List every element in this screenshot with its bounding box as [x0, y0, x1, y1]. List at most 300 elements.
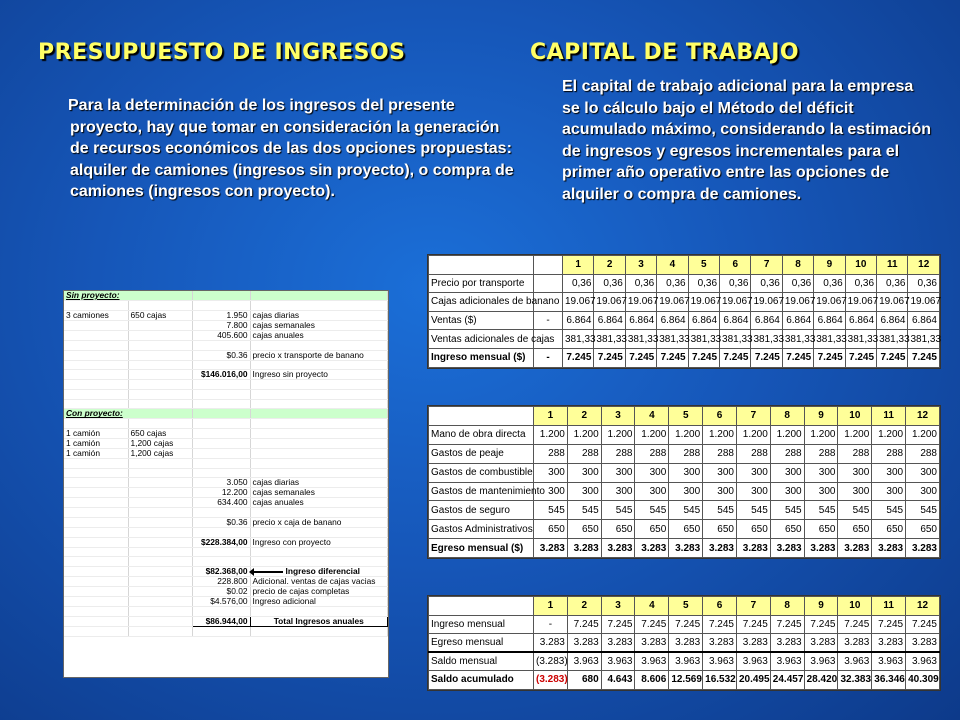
cell: 0,36 [751, 274, 782, 293]
cell: 6.864 [782, 311, 813, 330]
cell: 300 [838, 482, 872, 501]
cell: 545 [770, 501, 804, 520]
table-row [429, 634, 940, 653]
worksheet-row [64, 488, 388, 498]
cell: 3.283 [635, 539, 669, 558]
cell: 19.067 [782, 293, 813, 312]
month-header: 2 [567, 597, 601, 616]
cell: 0,36 [563, 274, 594, 293]
table-saldos [427, 595, 941, 691]
cell: 7.245 [635, 615, 669, 634]
cell: 288 [804, 444, 838, 463]
table-header-row [429, 407, 940, 426]
cell: 381,33 [908, 330, 940, 349]
cell: 6.864 [688, 311, 719, 330]
title-presupuesto-ingresos: PRESUPUESTO DE INGRESOS [38, 40, 406, 65]
cell: cajas diarias [250, 310, 387, 320]
worksheet-row [64, 429, 388, 439]
cell: 300 [770, 463, 804, 482]
cell: 680 [567, 671, 601, 690]
cell: $0.02 [192, 587, 250, 597]
cell: 8.606 [635, 671, 669, 690]
cell: 7.245 [736, 615, 770, 634]
table-row [429, 652, 940, 671]
cell: 545 [635, 501, 669, 520]
cell: $86.944,00 [192, 616, 250, 626]
cell: - [534, 615, 568, 634]
cell: 381,33 [782, 330, 813, 349]
cell: 7.245 [804, 615, 838, 634]
cell: 6.864 [877, 311, 908, 330]
cell: 650 [703, 520, 737, 539]
cell: 7.245 [838, 615, 872, 634]
cell: 12.569 [669, 671, 703, 690]
cell: precio x transporte de banano [250, 350, 387, 360]
cell: $146.016,00 [192, 370, 250, 380]
cell: 24.457 [770, 671, 804, 690]
month-header: 10 [845, 256, 876, 275]
cell: 7.245 [720, 348, 751, 367]
cell: Ingreso sin proyecto [250, 370, 387, 380]
cell: 3.283 [703, 539, 737, 558]
cell: 545 [534, 501, 568, 520]
month-header: 8 [782, 256, 813, 275]
cell: 650 [872, 520, 906, 539]
cell: 1.200 [534, 425, 568, 444]
cell: 381,33 [563, 330, 594, 349]
cell: 1.200 [635, 425, 669, 444]
cell: 1.950 [192, 310, 250, 320]
cell: 3.963 [838, 652, 872, 671]
cell: cajas semanales [250, 320, 387, 330]
cell: 19.067 [751, 293, 782, 312]
ingresos-worksheet [63, 290, 389, 678]
cell: 288 [567, 444, 601, 463]
cell: 0,36 [720, 274, 751, 293]
cell: 545 [669, 501, 703, 520]
month-header: 5 [669, 597, 703, 616]
cell: 6.864 [657, 311, 688, 330]
cell: 1 camión [64, 449, 128, 459]
cell: 3.283 [567, 539, 601, 558]
cell: 300 [635, 463, 669, 482]
cell: 19.067 [845, 293, 876, 312]
cell: cajas semanales [250, 488, 387, 498]
cell: 3.283 [669, 634, 703, 653]
worksheet-row [64, 577, 388, 587]
month-header: 11 [872, 597, 906, 616]
row-label: Ventas ($) [429, 311, 534, 330]
cell-negative: (3.283) [534, 671, 568, 690]
paragraph-capital: El capital de trabajo adicional para la empresa se lo cálculo bajo el Método del déficit acumulado máximo, considerando la estimación de ingresos y egresos incrementales para el primer año operativo entre las opciones de alquiler o compra de camiones. [562, 78, 931, 203]
cell: 7.245 [567, 615, 601, 634]
cell: 7.245 [601, 615, 635, 634]
table-row [429, 482, 940, 501]
table-row-total [429, 539, 940, 558]
cell: 3 camiones [64, 310, 128, 320]
cell: 1.200 [906, 425, 940, 444]
cell: 3.283 [703, 634, 737, 653]
cell: 3.963 [669, 652, 703, 671]
cell: 3.283 [872, 634, 906, 653]
cell: 3.283 [534, 634, 568, 653]
cell: 3.283 [804, 634, 838, 653]
cell: 288 [635, 444, 669, 463]
cell: 650 [804, 520, 838, 539]
cell: 300 [601, 482, 635, 501]
cell: 300 [534, 482, 568, 501]
cell: precio de cajas completas [250, 587, 387, 597]
cell: 288 [872, 444, 906, 463]
cell: 381,33 [625, 330, 656, 349]
cell: 3.963 [804, 652, 838, 671]
cell: 381,33 [594, 330, 625, 349]
paragraph-ingresos: Para la determinación de los ingresos del presente proyecto, hay que tomar en consideración la generación de recursos económicos de las dos opciones propuestas: alquiler de camiones (ingresos sin proyecto), o compra de camiones (ingresos con proyecto). [68, 97, 514, 200]
month-header: 12 [906, 407, 940, 426]
cell: 0,36 [594, 274, 625, 293]
cell: 650 [601, 520, 635, 539]
table-ingresos [427, 254, 941, 369]
cell: 381,33 [657, 330, 688, 349]
table-row-total [429, 671, 940, 690]
cell: 300 [534, 463, 568, 482]
table-row [429, 615, 940, 634]
cell: 7.245 [908, 348, 940, 367]
worksheet-row [64, 498, 388, 508]
month-header: 4 [657, 256, 688, 275]
cell: 300 [669, 463, 703, 482]
cell: 0,36 [625, 274, 656, 293]
cell: 545 [838, 501, 872, 520]
cell: 545 [703, 501, 737, 520]
title-capital-trabajo: CAPITAL DE TRABAJO [530, 40, 800, 65]
cell: 650 cajas [128, 429, 192, 439]
cell: cajas anuales [250, 498, 387, 508]
cell: 3.283 [534, 539, 568, 558]
row-label: Ventas adicionales de cajas [429, 330, 534, 349]
arrow-left-icon [253, 571, 283, 573]
cell: 545 [872, 501, 906, 520]
month-header: 1 [534, 407, 568, 426]
cell: 300 [872, 482, 906, 501]
cell: 300 [906, 482, 940, 501]
month-header: 5 [669, 407, 703, 426]
cell: 300 [601, 463, 635, 482]
row-label: Gastos de peaje [429, 444, 534, 463]
cell: 288 [736, 444, 770, 463]
cell: 7.245 [563, 348, 594, 367]
cell: 7.245 [845, 348, 876, 367]
cell: 1.200 [567, 425, 601, 444]
worksheet-row [64, 518, 388, 528]
cell: 545 [567, 501, 601, 520]
cell: precio x caja de banano [250, 518, 387, 528]
cell: 650 [567, 520, 601, 539]
cell: 3.283 [736, 539, 770, 558]
cell: Ingreso adicional [250, 597, 387, 607]
cell: 300 [770, 482, 804, 501]
cell: 300 [736, 463, 770, 482]
cell: 3.283 [838, 634, 872, 653]
cell: 3.963 [601, 652, 635, 671]
cell: 3.963 [567, 652, 601, 671]
cell: 19.067 [720, 293, 751, 312]
worksheet-row [64, 330, 388, 340]
table-row-total [429, 348, 940, 367]
table-row [429, 330, 940, 349]
cell: 20.495 [736, 671, 770, 690]
cell: 12.200 [192, 488, 250, 498]
cell: 650 [534, 520, 568, 539]
cell: 6.864 [594, 311, 625, 330]
cell: 7.245 [688, 348, 719, 367]
cell: $0.36 [192, 518, 250, 528]
month-header: 2 [594, 256, 625, 275]
month-header: 9 [804, 407, 838, 426]
cell: 228.800 [192, 577, 250, 587]
cell: 7.245 [751, 348, 782, 367]
cell: 381,33 [688, 330, 719, 349]
cell: 6.864 [908, 311, 940, 330]
cell: 288 [534, 444, 568, 463]
cell: 7.245 [877, 348, 908, 367]
row-label: Gastos de combustible [429, 463, 534, 482]
cell: 288 [601, 444, 635, 463]
cell: 300 [567, 463, 601, 482]
row-label: Egreso mensual ($) [429, 539, 534, 558]
cell: 3.283 [906, 634, 940, 653]
cell: 381,33 [720, 330, 751, 349]
cell: 650 cajas [128, 310, 192, 320]
cell: 6.864 [814, 311, 845, 330]
month-header: 3 [601, 407, 635, 426]
cell: 650 [770, 520, 804, 539]
month-header: 6 [720, 256, 751, 275]
month-header: 10 [838, 407, 872, 426]
cell: 40.309 [906, 671, 940, 690]
cell: 1.200 [703, 425, 737, 444]
cell: 6.864 [625, 311, 656, 330]
cell: 19.067 [688, 293, 719, 312]
month-header: 8 [770, 407, 804, 426]
cell: 0,36 [814, 274, 845, 293]
cell: 300 [838, 463, 872, 482]
cell: 1 camión [64, 439, 128, 449]
cell: 7.245 [594, 348, 625, 367]
cell: 3.283 [669, 539, 703, 558]
worksheet-row [64, 478, 388, 488]
month-header: 10 [838, 597, 872, 616]
month-header: 7 [736, 407, 770, 426]
cell: 300 [736, 482, 770, 501]
cell: 634.400 [192, 498, 250, 508]
table-header-row [429, 597, 940, 616]
cell: cajas anuales [250, 330, 387, 340]
cell: 650 [838, 520, 872, 539]
cell: 28.420 [804, 671, 838, 690]
worksheet-row [64, 439, 388, 449]
cell: 6.864 [751, 311, 782, 330]
cell: - [534, 311, 563, 330]
worksheet-row-total [64, 616, 388, 626]
cell: 7.245 [770, 615, 804, 634]
cell: 19.067 [594, 293, 625, 312]
row-label: Precio por transporte [429, 274, 534, 293]
sin-proyecto-title: Sin proyecto: [64, 291, 192, 301]
table-row [429, 520, 940, 539]
cell: 300 [703, 482, 737, 501]
cell: 1.200 [601, 425, 635, 444]
worksheet-row [64, 449, 388, 459]
cell: 3.283 [567, 634, 601, 653]
row-label: Gastos de seguro [429, 501, 534, 520]
worksheet-row [64, 537, 388, 547]
cell: 6.864 [720, 311, 751, 330]
cell: 7.245 [906, 615, 940, 634]
cell: 1.200 [872, 425, 906, 444]
month-header: 9 [814, 256, 845, 275]
month-header: 12 [908, 256, 940, 275]
cell: 381,33 [877, 330, 908, 349]
cell: $82.368,00 [192, 567, 250, 577]
cell-diferencial [250, 567, 387, 577]
month-header: 7 [736, 597, 770, 616]
month-header: 4 [635, 597, 669, 616]
cell: 300 [567, 482, 601, 501]
cell: 300 [635, 482, 669, 501]
row-label: Egreso mensual [429, 634, 534, 653]
worksheet-row [64, 370, 388, 380]
month-header: 7 [751, 256, 782, 275]
cell: 32.383 [838, 671, 872, 690]
diferencial-label: Ingreso diferencial [285, 566, 360, 577]
cell: 1.200 [736, 425, 770, 444]
table-row [429, 463, 940, 482]
cell: 7.245 [657, 348, 688, 367]
cell: 1.200 [804, 425, 838, 444]
cell: 19.067 [563, 293, 594, 312]
cell: 288 [838, 444, 872, 463]
cell: 3.283 [872, 539, 906, 558]
table-row [429, 425, 940, 444]
cell: 19.067 [814, 293, 845, 312]
row-label: Ingreso mensual ($) [429, 348, 534, 367]
cell: 36.346 [872, 671, 906, 690]
row-label: Cajas adicionales de banano [429, 293, 534, 312]
cell: 3.963 [872, 652, 906, 671]
month-header: 12 [906, 597, 940, 616]
cell: 3.283 [770, 539, 804, 558]
table-row [429, 274, 940, 293]
cell: 650 [669, 520, 703, 539]
month-header: 6 [703, 597, 737, 616]
table-row [429, 501, 940, 520]
section-con-proyecto [64, 409, 388, 419]
cell: 650 [635, 520, 669, 539]
cell: (3.283) [534, 652, 568, 671]
worksheet-row [64, 587, 388, 597]
cell: 381,33 [814, 330, 845, 349]
cell: 288 [703, 444, 737, 463]
cell: 7.800 [192, 320, 250, 330]
header-blank [429, 407, 534, 426]
cell: cajas diarias [250, 478, 387, 488]
header-blank [429, 256, 534, 275]
cell: 7.245 [669, 615, 703, 634]
table-header-row [429, 256, 940, 275]
table-row [429, 311, 940, 330]
worksheet-row [64, 320, 388, 330]
cell: 7.245 [703, 615, 737, 634]
cell: 3.963 [736, 652, 770, 671]
cell: 3.963 [770, 652, 804, 671]
cell: 381,33 [751, 330, 782, 349]
cell: 300 [804, 463, 838, 482]
row-label: Saldo acumulado [429, 671, 534, 690]
cell: 3.050 [192, 478, 250, 488]
section-sin-proyecto [64, 291, 388, 301]
row-label: Mano de obra directa [429, 425, 534, 444]
worksheet-row [64, 350, 388, 360]
worksheet-row [64, 310, 388, 320]
header-blank [534, 256, 563, 275]
cell: 300 [804, 482, 838, 501]
cell: 6.864 [845, 311, 876, 330]
cell: 0,36 [782, 274, 813, 293]
cell: 288 [770, 444, 804, 463]
cell: 7.245 [872, 615, 906, 634]
row-label: Ingreso mensual [429, 615, 534, 634]
header-blank [429, 597, 534, 616]
cell: 16.532 [703, 671, 737, 690]
month-header: 6 [703, 407, 737, 426]
cell [534, 274, 563, 293]
cell: 545 [906, 501, 940, 520]
cell: 1,200 cajas [128, 439, 192, 449]
month-header: 4 [635, 407, 669, 426]
table-row [429, 444, 940, 463]
cell: 0,36 [657, 274, 688, 293]
cell: 288 [906, 444, 940, 463]
cell: 4.643 [601, 671, 635, 690]
cell: $0.36 [192, 350, 250, 360]
worksheet-row [64, 597, 388, 607]
cell: - [534, 348, 563, 367]
cell: 3.283 [635, 634, 669, 653]
cell: 3.283 [906, 539, 940, 558]
cell: 19.067 [908, 293, 940, 312]
cell: 7.245 [625, 348, 656, 367]
month-header: 11 [872, 407, 906, 426]
table-row [429, 293, 940, 312]
cell: Ingreso con proyecto [250, 537, 387, 547]
cell: 3.283 [736, 634, 770, 653]
cell: 300 [703, 463, 737, 482]
cell: 7.245 [782, 348, 813, 367]
cell: 0,36 [845, 274, 876, 293]
table-egresos [427, 405, 941, 559]
cell: $228.384,00 [192, 537, 250, 547]
cell: 1,200 cajas [128, 449, 192, 459]
cell: 405.600 [192, 330, 250, 340]
cell: 1.200 [669, 425, 703, 444]
month-header: 9 [804, 597, 838, 616]
month-header: 8 [770, 597, 804, 616]
cell: 381,33 [845, 330, 876, 349]
cell: 1.200 [838, 425, 872, 444]
cell: 1.200 [770, 425, 804, 444]
row-label: Gastos de mantenimiento [429, 482, 534, 501]
